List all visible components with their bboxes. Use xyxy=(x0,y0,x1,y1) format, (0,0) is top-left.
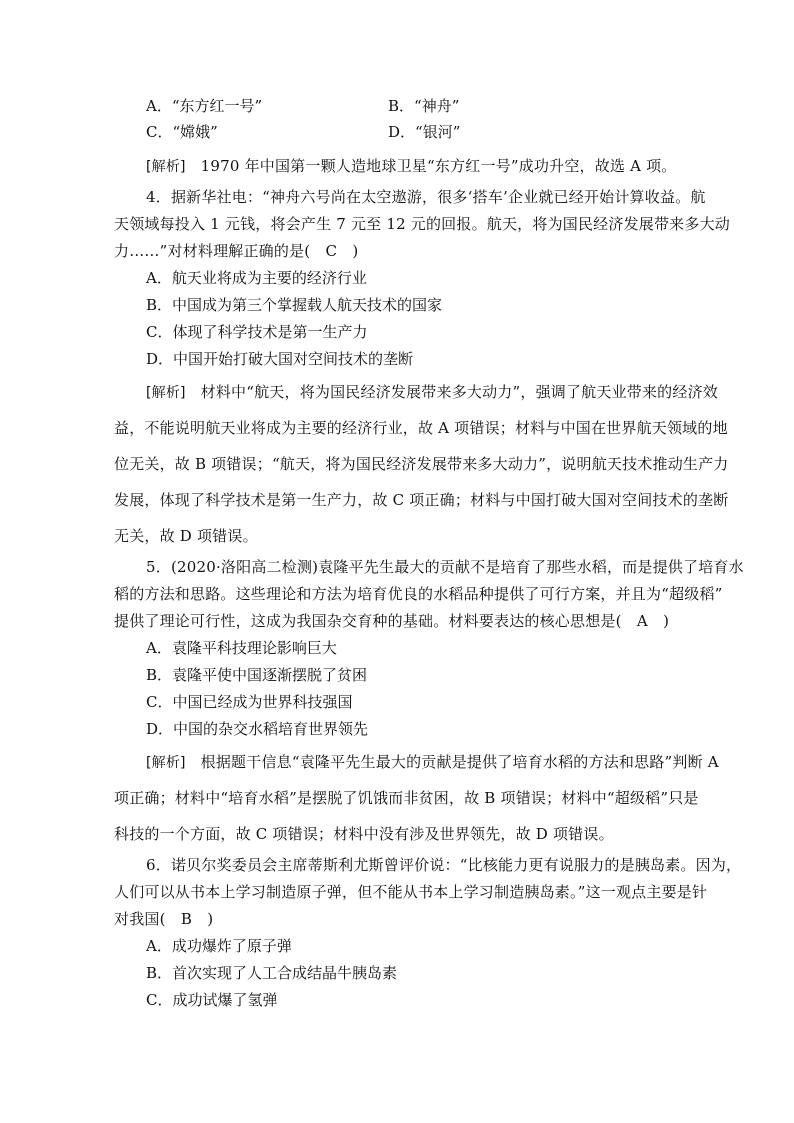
q4-option-a: A．航天业将成为主要的经济行业 xyxy=(146,269,367,287)
q4-option-b: B．中国成为第三个掌握载人航天技术的国家 xyxy=(146,296,443,314)
q4-stem-line: 力……”对材料理解正确的是( C ) xyxy=(114,242,359,260)
q5-analysis-line xyxy=(146,752,719,773)
q3-analysis xyxy=(146,156,677,177)
q6-stem-line: 对我国( B ) xyxy=(114,910,214,928)
q3-option-a: A．“东方红一号” xyxy=(146,97,263,115)
q3-option-c: C．“嫦娥” xyxy=(146,123,218,141)
q6-option-c: C．成功试爆了氢弹 xyxy=(146,991,278,1009)
analysis-text: 1970 年中国第一颗人造地球卫星“东方红一号”成功升空，故选 A 项。 xyxy=(200,157,677,175)
q4-analysis-line xyxy=(146,382,718,403)
q5-option-d: D．中国的杂交水稻培育世界领先 xyxy=(146,720,369,738)
q4-option-c: C．体现了科学技术是第一生产力 xyxy=(146,323,368,341)
analysis-tag: [解析] xyxy=(146,755,186,771)
q4-analysis-line: 无关，故 D 项错误。 xyxy=(114,527,258,545)
q4-analysis-line: 发展，体现了科学技术是第一生产力，故 C 项正确；材料与中国打破大国对空间技术的垄断 xyxy=(114,491,729,509)
q5-analysis-line: 项正确；材料中“培育水稻”是摆脱了饥饿而非贫困，故 B 项错误；材料中“超级稻”只是 xyxy=(114,789,699,807)
q5-option-c: C．中国已经成为世界科技强国 xyxy=(146,693,353,711)
analysis-text: 根据题干信息“袁隆平先生最大的贡献是提供了培育水稻的方法和思路”判断 A xyxy=(200,753,719,771)
q4-analysis-line: 益，不能说明航天业将成为主要的经济行业，故 A 项错误；材料与中国在世界航天领域的地 xyxy=(114,419,728,437)
q5-analysis-line: 科技的一个方面，故 C 项错误；材料中没有涉及世界领先，故 D 项错误。 xyxy=(114,825,614,843)
q4-stem-line: 天领域每投入 1 元钱，将会产生 7 元至 12 元的回报。航天，将为国民经济发展带来多大动 xyxy=(114,215,730,233)
q4-analysis-line: 位无关，故 B 项错误；“航天，将为国民经济发展带来多大动力”，说明航天技术推动生产力 xyxy=(114,455,729,473)
analysis-text: 材料中“航天，将为国民经济发展带来多大动力”，强调了航天业带来的经济效 xyxy=(200,383,718,401)
q4-option-d: D．中国开始打破大国对空间技术的垄断 xyxy=(146,350,414,368)
q5-stem-line: 提供了理论可行性，这成为我国杂交育种的基础。材料要表达的核心思想是( A ) xyxy=(114,612,670,630)
q5-stem-line: 稻的方法和思路。这些理论和方法为培育优良的水稻品种提供了可行方案，并且为“超级稻” xyxy=(114,585,723,603)
analysis-tag: [解析] xyxy=(146,385,186,401)
q5-option-b: B．袁隆平使中国逐渐摆脱了贫困 xyxy=(146,666,368,684)
q6-option-b: B．首次实现了人工合成结晶牛胰岛素 xyxy=(146,964,398,982)
q5-option-a: A．袁隆平科技理论影响巨大 xyxy=(146,639,337,657)
q6-stem-line: 6．诺贝尔奖委员会主席蒂斯利尤斯曾评价说：“比核能力更有说服力的是胰岛素。因为， xyxy=(146,856,742,874)
q6-stem-line: 人们可以从书本上学习制造原子弹，但不能从书本上学习制造胰岛素。”这一观点主要是针 xyxy=(114,883,708,901)
q3-option-d: D．“银河” xyxy=(388,123,461,141)
q3-option-b: B．“神舟” xyxy=(388,97,460,115)
analysis-tag: [解析] xyxy=(146,159,186,175)
q5-stem-line: 5．(2020·洛阳高二检测)袁隆平先生最大的贡献不是培育了那些水稻，而是提供了培育水 xyxy=(146,558,744,576)
q4-stem-line: 4．据新华社电：“神舟六号尚在太空遨游，很多‘搭车’企业就已经开始计算收益。航 xyxy=(146,188,706,206)
q6-option-a: A．成功爆炸了原子弹 xyxy=(146,937,292,955)
